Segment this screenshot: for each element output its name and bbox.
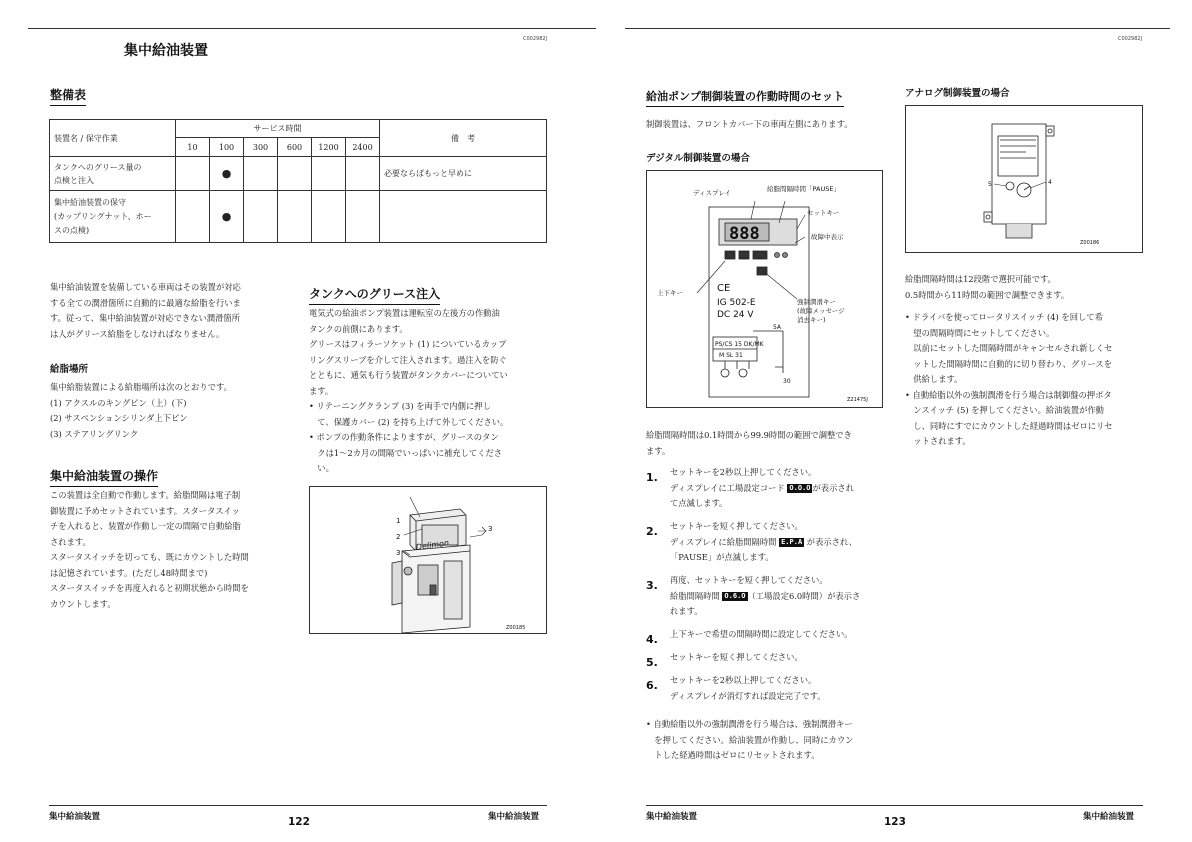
analog-heading: アナログ制御装置の場合 <box>905 88 1010 99</box>
fig-label: 3 <box>488 525 493 533</box>
analog-bullets: • ドライバを使ってロータリスイッチ (4) を回して希 望の間隔時間にセットしてください。 以前にセットした間隔時間がキャンセルされ新しくセ ットした間隔時間に自動的に切り替わり、グリースを 供給します。 • 自動給脂以外の強制潤滑を行う場合は制御盤の押ボタ ンスイッチ (5) を押してください。給油装置が作動 し、同時にすでにカウントした経過時間はゼロにリセ ットされます。 <box>905 312 1113 446</box>
check-dot: ● <box>210 157 244 191</box>
terminal-text: 30 <box>783 378 791 385</box>
figure-code: Z00185 <box>506 625 526 631</box>
analog-controller-figure <box>905 105 1143 253</box>
step-item: 6. セットキーを2秒以上押してください。 ディスプレイが消灯すれば設定完了です。 <box>646 675 826 701</box>
label-force: 消去キー) <box>797 316 826 324</box>
digital-range-text: 給脂間隔時間は0.1時間から99.9時間の範囲で調整でき ます。 <box>646 430 852 456</box>
tank-text: 電気式の給油ポンプ装置は運転室の左後方の作動油 タンクの前側にあります。 グリースはフィラーソケット (1) についているカップ リングスリーブを介して注入されます。過注入を防ぐ とともに、通気も行う装置がタンクカバーについてい ます。 <box>309 308 508 396</box>
hours-cell: 300 <box>244 138 278 157</box>
step-item: 2. セットキーを短く押してください。 ディスプレイに給脂間隔時間 E.P.A が表示され、 「PAUSE」が点滅します。 <box>646 521 858 562</box>
page-title: 集中給油装置 <box>124 43 208 59</box>
analog-diagram <box>906 106 1142 252</box>
footer-title-left: 集中給油装置 <box>49 812 101 822</box>
doc-code: C002982J <box>1118 36 1143 42</box>
digital-heading: デジタル制御装置の場合 <box>646 153 750 164</box>
lube-points-text: 集中給脂装置による給脂場所は次のとおりです。 (1) アクスルのキングピン（上）(下) (2) サスペンションシリンダ上下ピン (3) ステアリングリンク <box>50 382 232 439</box>
fig-label: 5 <box>988 181 992 188</box>
fig-label: 4 <box>1048 179 1052 186</box>
hours-cell: 2400 <box>346 138 380 157</box>
step-item: 4. 上下キーで希望の間隔時間に設定してください。 <box>646 629 853 646</box>
hours-cell: 100 <box>210 138 244 157</box>
segment-display: O.O.O <box>789 483 811 492</box>
step-item: 5. セットキーを短く押してください。 <box>646 652 803 669</box>
row-item: 集中給油装置の保守 (カップリングナット、ホー スの点検) <box>50 191 176 243</box>
page-number: 122 <box>288 816 310 828</box>
digital-controller-figure <box>646 170 883 408</box>
top-rule-left <box>28 28 596 29</box>
down-key <box>739 251 749 259</box>
terminal-text: M SL 31 <box>719 352 743 359</box>
table-row <box>50 191 547 243</box>
hours-cell: 600 <box>278 138 312 157</box>
step-item: 3. 再度、セットキーを短く押してください。 給脂間隔時間 O.6.O （工場設定6.0時間）が表示さ れます。 <box>646 575 861 616</box>
intro-text: 集中給油装置を装備している車両はその装置が対応 する全ての潤滑箇所に自動的に最適な給脂を行いま す。従って、集中給油装置が対応できない潤滑箇所 は人がグリース給脂をしなければなりません。 <box>50 282 241 339</box>
step-item: 1. セットキーを2秒以上押してください。 ディスプレイに工場設定コード O.O.O が表示され て点滅します。 <box>646 467 854 508</box>
fig-label: 2 <box>396 533 401 541</box>
tank-heading: タンクへのグリース注入 <box>309 283 440 305</box>
label-force: (故障メッセージ <box>797 307 845 315</box>
label-force: 強制潤滑キー <box>797 298 836 306</box>
tank-bullets: • リテーニングクランプ (3) を両手で内側に押し て、保護カバー (2) を持ち上げて外してください。 • ポンプの作動条件によりますが、グリースのタン クは1～2カ月の間隔でいっぱいに補充してくださ い。 <box>309 401 509 473</box>
table-header-item: 装置名 / 保守作業 <box>50 120 176 157</box>
figure-code: Z00186 <box>1080 240 1100 246</box>
operation-text: この装置は全自動で作動します。給脂間隔は電子制 御装置に予めセットされています。スタータスイッ チを入れると、装置が作動し一定の間隔で自動給脂 されます。 スタータスイッチを切っても、既にカウントした時間 は記憶されています。(ただし48時間まで) スタータスイッチを再度入れると初期状態から時間を カウントします。 <box>50 490 249 609</box>
model-text: IG 502-E <box>717 298 756 308</box>
brand-text: Delimon <box>415 538 450 552</box>
set-heading: 給油ポンプ制御装置の作動時間のセット <box>646 85 844 107</box>
label-fault: 故障中表示 <box>811 233 844 241</box>
table-row <box>50 157 547 191</box>
label-display: ディスプレイ <box>693 189 731 197</box>
footer-title-right: 集中給油装置 <box>1083 812 1135 822</box>
fig-label: 1 <box>396 517 401 525</box>
hours-cell: 1200 <box>312 138 346 157</box>
maintenance-table <box>49 119 547 243</box>
row-remark: 必要ならばもっと早めに <box>380 157 547 191</box>
operation-heading: 集中給油装置の操作 <box>50 465 158 487</box>
analog-text: 給脂間隔時間は12段階で選択可能です。 0.5時間から11時間の範囲で調整できます。 <box>905 274 1070 300</box>
figure-code: Z21475J <box>847 397 868 403</box>
controller-diagram <box>647 171 882 407</box>
pump-figure <box>309 486 547 634</box>
set-text: 制御装置は、フロントカバー下の車両左側にあります。 <box>646 119 853 129</box>
footer-title-left: 集中給油装置 <box>646 812 698 822</box>
set-key <box>753 251 767 259</box>
check-dot: ● <box>210 191 244 243</box>
table-header-service: サービス時間 <box>176 120 380 138</box>
segment-display: O.6.O <box>724 591 746 600</box>
up-key <box>725 251 735 259</box>
hours-cell: 10 <box>176 138 210 157</box>
top-rule-right <box>625 28 1170 29</box>
amp-text: 5A <box>773 324 781 331</box>
push-button <box>1006 182 1014 190</box>
segment-display: E.P.A <box>781 537 803 546</box>
pump-illustration <box>310 487 546 633</box>
footer-rule-left <box>49 805 547 806</box>
footer-rule-right <box>646 805 1143 806</box>
lube-points-heading: 給脂場所 <box>50 364 89 375</box>
label-updown: 上下キー <box>657 289 683 297</box>
terminal-text: PS/CS 15 DK/MK <box>715 341 764 348</box>
ce-mark: CE <box>717 283 731 294</box>
display-digits: 888 <box>729 224 760 244</box>
fig-label: 3 <box>396 549 401 557</box>
label-pause: 給脂間隔時間「PAUSE」 <box>767 185 840 193</box>
page-number: 123 <box>884 816 906 828</box>
maintenance-heading: 整備表 <box>50 84 86 106</box>
voltage-text: DC 24 V <box>717 310 754 320</box>
doc-code: C002982J <box>523 36 548 42</box>
force-key <box>757 267 767 275</box>
row-item: タンクへのグリース量の 点検と注入 <box>50 157 176 191</box>
label-setkey: セットキー <box>807 209 840 217</box>
footer-title-right: 集中給油装置 <box>488 812 540 822</box>
table-header-remarks: 備 考 <box>380 120 547 157</box>
force-note: • 自動給脂以外の強制潤滑を行う場合は、強制潤滑キー を押してください。給油装置が作動し、同時にカウン トした経過時間はゼロにリセットされます。 <box>646 719 854 760</box>
